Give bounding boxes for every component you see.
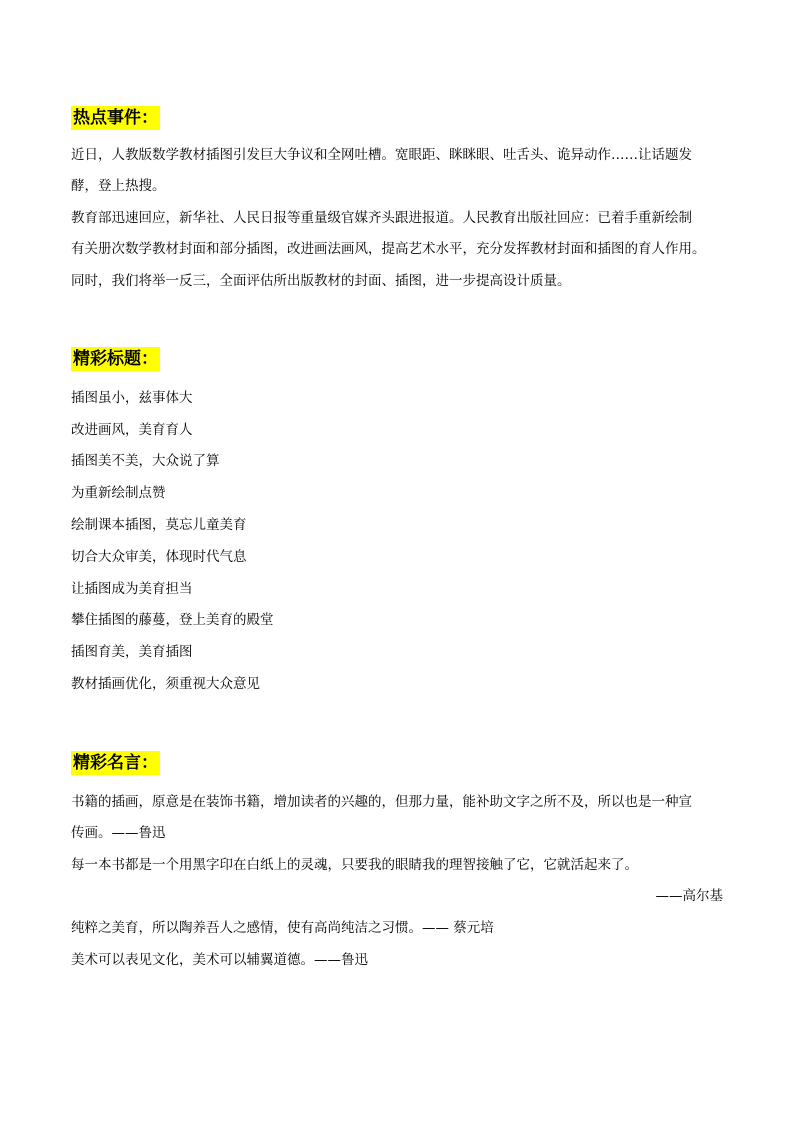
title-item: 切合大众审美，体现时代气息: [71, 549, 247, 565]
paragraph-line: 同时，我们将举一反三，全面评估所出版教材的封面、插图，进一步提高设计质量。: [71, 273, 571, 289]
title-item: 让插图成为美育担当: [71, 581, 193, 597]
section-heading-titles: 精彩标题：: [73, 349, 158, 369]
paragraph-line: 酵，登上热搜。: [71, 178, 166, 194]
title-item: 插图育美，美育插图: [71, 644, 193, 660]
quote-attribution: ——高尔基: [655, 888, 723, 904]
quote-line: 传画。——鲁迅: [71, 825, 166, 841]
title-item: 插图虽小，兹事体大: [71, 390, 193, 406]
quote-line: 书籍的插画，原意是在装饰书籍，增加读者的兴趣的，但那力量，能补助文字之所不及，所以也是一种宣: [71, 794, 692, 810]
quote-line: 纯粹之美育，所以陶养吾人之感情，使有高尚纯洁之习惯。—— 蔡元培: [71, 920, 494, 936]
title-item: 改进画风，美育育人: [71, 422, 193, 438]
section-heading-hot-event: 热点事件：: [73, 108, 158, 128]
quote-line: 每一本书都是一个用黑字印在白纸上的灵魂，只要我的眼睛我的理智接触了它，它就活起来了。: [71, 857, 638, 873]
paragraph-line: 近日，人教版数学教材插图引发巨大争议和全网吐槽。宽眼距、眯眯眼、吐舌头、诡异动作……让话题发: [71, 147, 692, 163]
title-item: 插图美不美，大众说了算: [71, 453, 220, 469]
paragraph-line: 教育部迅速回应，新华社、人民日报等重量级官媒齐头跟进报道。人民教育出版社回应：已着手重新绘制: [71, 210, 692, 226]
section-heading-quotes: 精彩名言：: [73, 753, 158, 773]
title-item: 为重新绘制点赞: [71, 485, 166, 501]
title-item: 绘制课本插图，莫忘儿童美育: [71, 517, 247, 533]
title-item: 教材插画优化，须重视大众意见: [71, 676, 260, 692]
title-item: 攀住插图的藤蔓，登上美育的殿堂: [71, 612, 274, 628]
quote-line: 美术可以表见文化，美术可以辅翼道德。——鲁迅: [71, 952, 368, 968]
paragraph-line: 有关册次数学教材封面和部分插图，改进画法画风，提高艺术水平，充分发挥教材封面和插图的育人作用。: [71, 241, 706, 257]
